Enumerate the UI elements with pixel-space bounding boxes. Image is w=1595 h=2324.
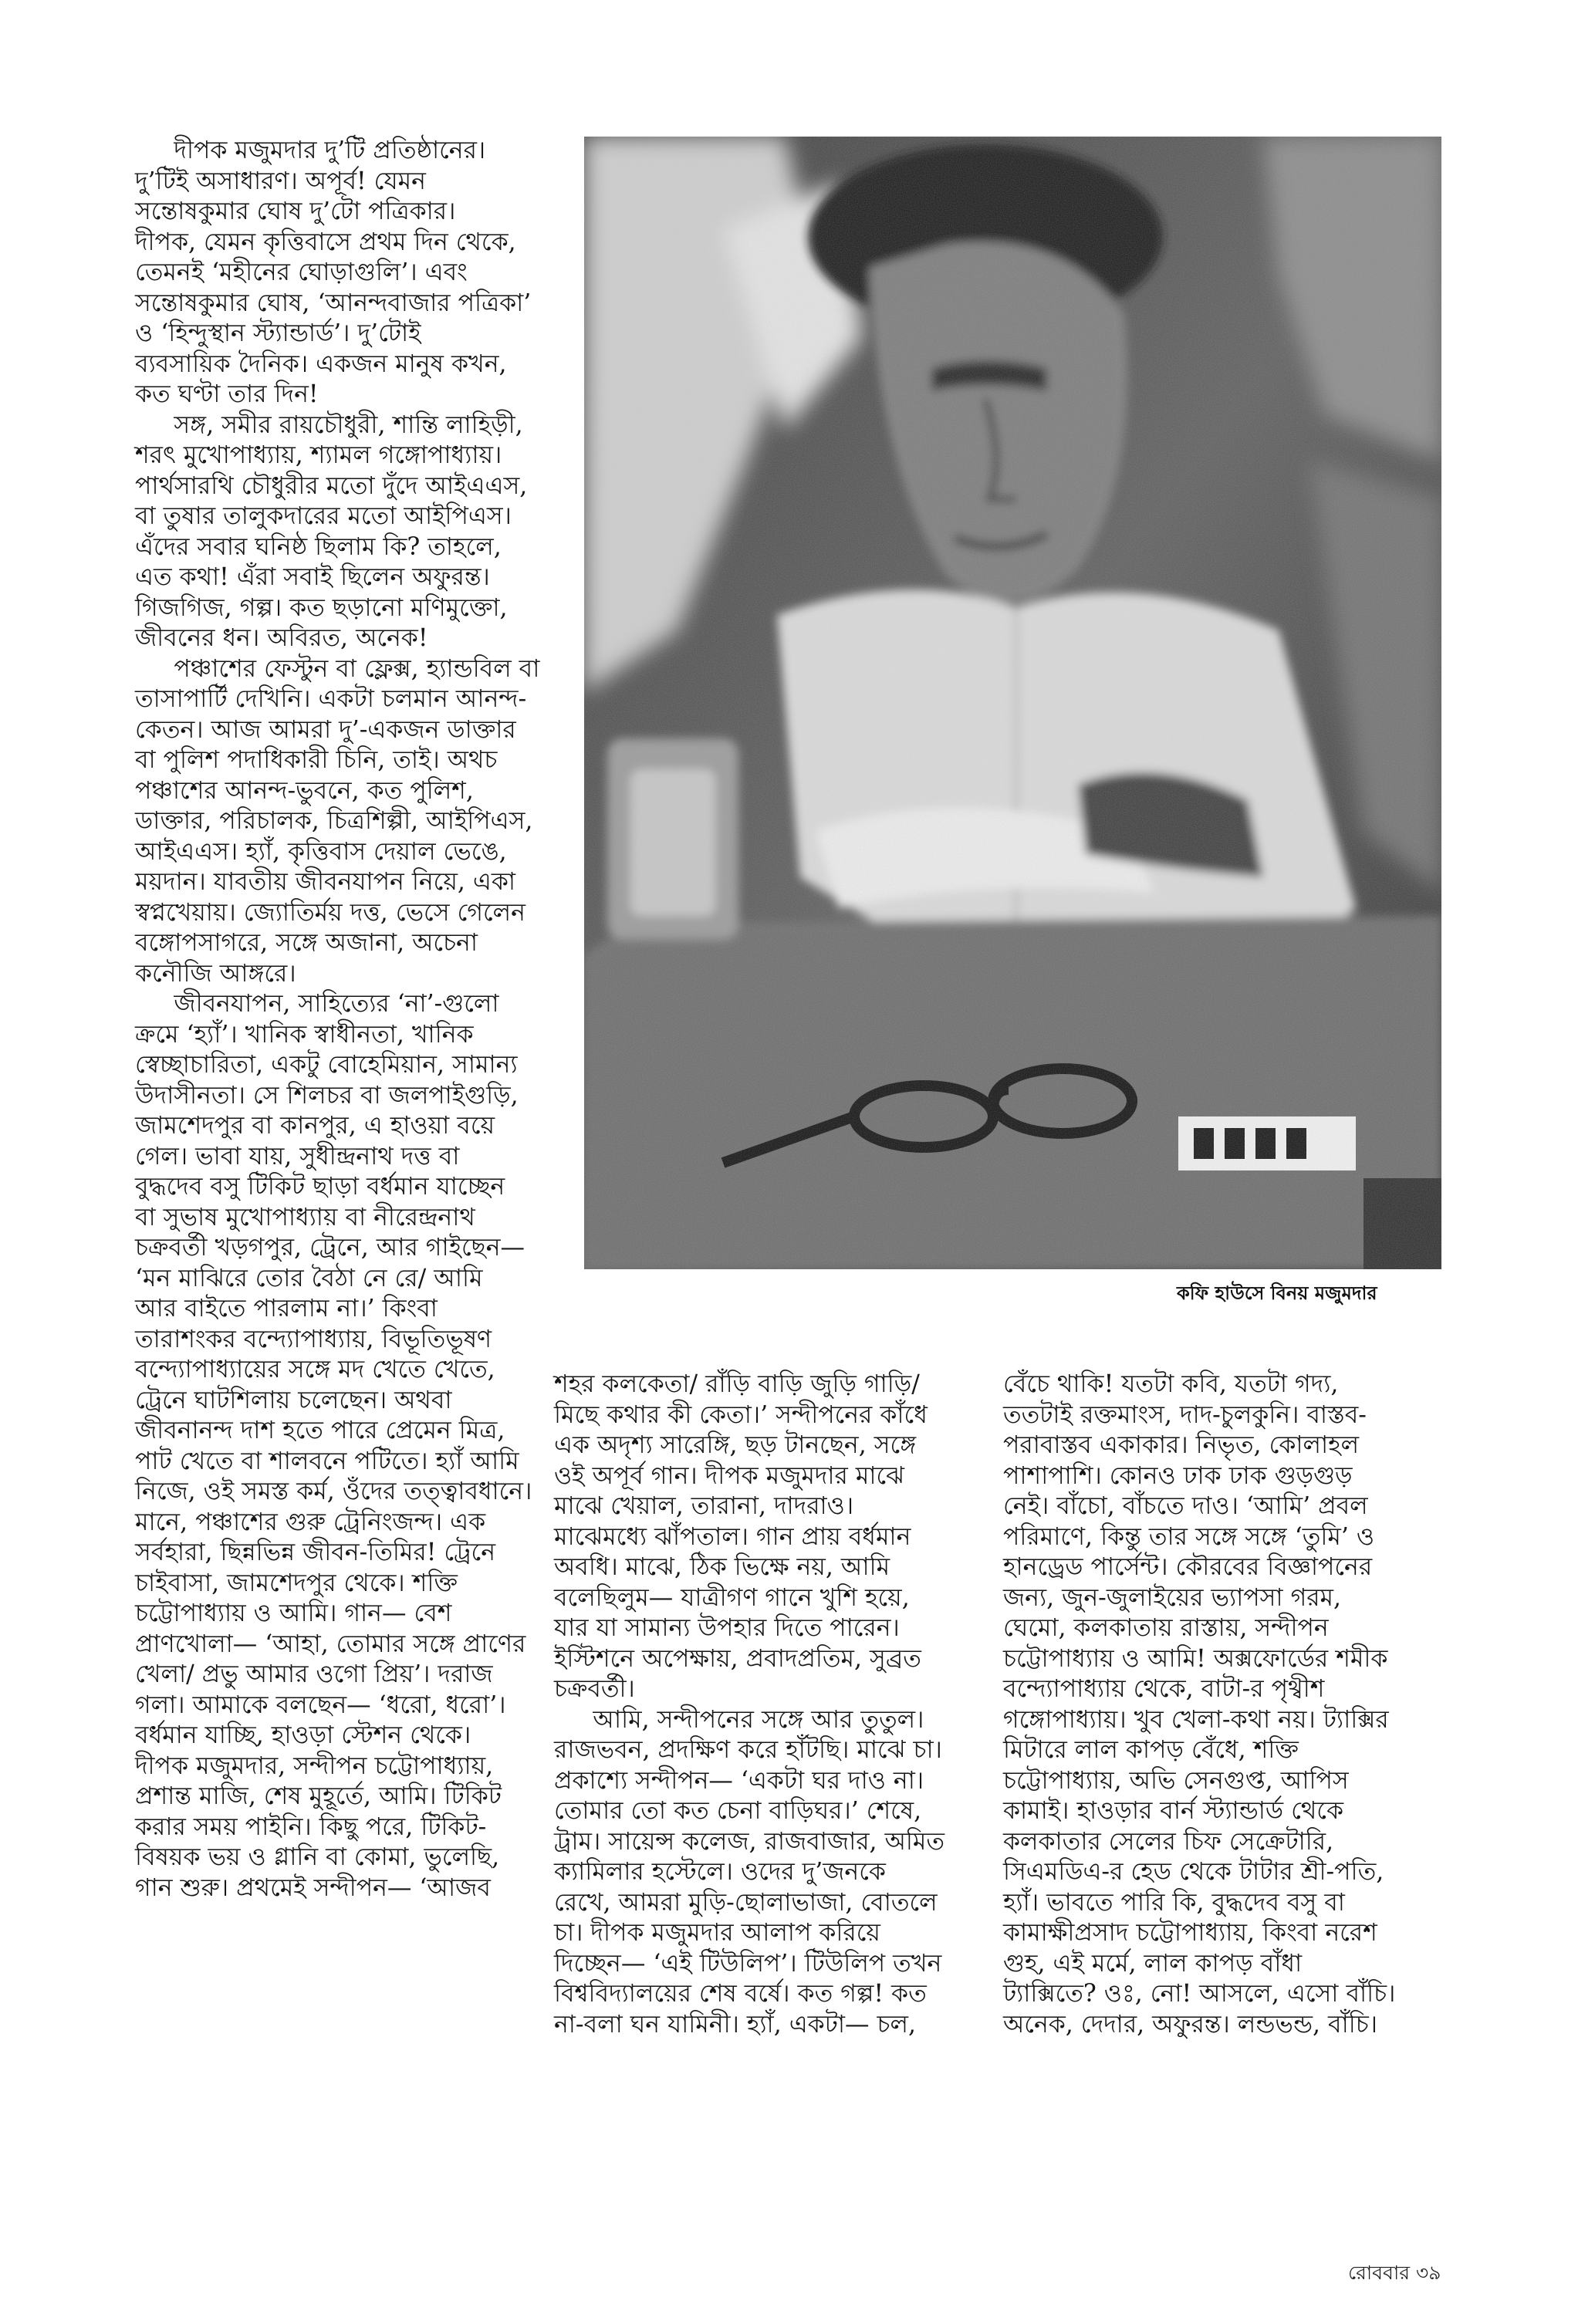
text-line: কনৌজি আঙ্গরে। [135,959,296,988]
text-line: ক্রমে ‘হ্যাঁ’। খানিক স্বাধীনতা, খানিক [135,1020,474,1049]
paragraph [554,1705,1009,2041]
text-line: বলেছিলুম— যাত্রীগণ গানে খুশি হয়ে, [554,1583,910,1612]
text-line: শরৎ মুখোপাধ্যায়, শ্যামল গঙ্গোপাধ্যায়। [135,441,502,469]
text-line: ও ‘হিন্দুস্থান স্ট্যান্ডার্ড’। দু’টোই [135,319,421,347]
text-line: বা সুভাষ মুখোপাধ্যায় বা নীরেন্দ্রনাথ [135,1203,475,1231]
text-line: দিচ্ছেন— ‘এই টিউলিপ’। টিউলিপ তখন [554,1949,942,1978]
text-line: হ্যাঁ। ভাবতে পারি কি, বুদ্ধদেব বসু বা [1003,1888,1345,1917]
text-line: জীবনের ধন। অবিরত, অনেক! [135,624,428,652]
text-line: পরিমাণে, কিন্তু তার সঙ্গে সঙ্গে ‘তুমি’ ও [1003,1522,1375,1551]
paragraph [1003,1370,1466,2040]
text-line: তাসাপার্টি দেখিনি। একটা চলমান আনন্দ- [135,685,527,713]
text-line: বেঁচে থাকি! যতটা কবি, যতটা গদ্য, [1003,1370,1339,1398]
text-line: কামাক্ষীপ্রসাদ চট্টোপাধ্যায়, কিংবা নরেশ [1003,1919,1377,1947]
text-line: এক অদৃশ্য সারেঙ্গি, ছড় টানছেন, সঙ্গে [554,1431,917,1459]
text-line: এঁদের সবার ঘনিষ্ঠ ছিলাম কি? তাহলে, [135,532,502,561]
paragraph [135,989,590,1903]
text-line: বিষয়ক ভয় ও গ্লানি বা কোমা, ভুলেছি, [135,1843,500,1871]
text-column-3 [1003,1370,1466,2040]
paragraph [135,410,590,654]
text-line: সিএমডিএ-র হেড থেকে টাটার শ্রী-পতি, [1003,1858,1384,1886]
text-line: গলা। আমাকে বলছেন— ‘ধরো, ধরো’। [135,1691,506,1719]
text-line: ঘেমো, কলকাতায় রাস্তায়, সন্দীপন [1003,1614,1329,1642]
text-line: ইস্টিশনে অপেক্ষায়, প্রবাদপ্রতিম, সুব্রত [554,1644,921,1673]
text-line: বঙ্গোপসাগরে, সঙ্গে অজানা, অচেনা [135,929,478,957]
text-line: প্রকাশ্যে সন্দীপন— ‘একটা ঘর দাও না। [554,1766,924,1795]
text-line: বন্দ্যোপাধ্যায়ের সঙ্গে মদ খেতে খেতে, [135,1356,495,1383]
text-line: গঙ্গোপাধ্যায়। খুব খেলা-কথা নয়। ট্যাক্সির [1003,1705,1389,1734]
text-line: চাইবাসা, জামশেদপুর থেকে। শক্তি [135,1569,458,1597]
text-line: স্বপ্নখেয়ায়। জ্যোতির্ময় দত্ত, ভেসে গেলেন [135,898,525,927]
text-line: করার সময় পাইনি। কিছু পরে, টিকিট- [135,1812,487,1841]
text-line: না-বলা ঘন যামিনী। হ্যাঁ, একটা— চল, [554,2010,917,2039]
text-line: পঞ্চাশের আনন্দ-ভুবনে, কত পুলিশ, [135,776,474,805]
text-line: কলকাতার সেলের চিফ সেক্রেটারি, [1003,1827,1334,1856]
text-line: এত কথা! এঁরা সবাই ছিলেন অফুরন্ত। [135,563,490,591]
paragraph [135,136,590,410]
magazine-name: রোববার [1348,2262,1410,2284]
text-line: জামশেদপুর বা কানপুর, এ হাওয়া বয়ে [135,1112,495,1140]
text-line: উদাসীনতা। সে শিলচর বা জলপাইগুড়ি, [135,1081,519,1110]
text-line: ট্রাম। সায়েন্স কলেজ, রাজবাজার, অমিত [554,1827,944,1856]
text-line: চট্টোপাধ্যায় ও আমি! অক্সফোর্ডের শমীক [1003,1644,1388,1673]
text-line: মিছে কথার কী কেতা।’ সন্দীপনের কাঁধে [554,1400,928,1429]
text-line: আইএএস। হ্যাঁ, কৃত্তিবাস দেয়াল ভেঙে, [135,837,507,866]
paragraph [554,1370,1009,1705]
text-line: দু’টিই অসাধারণ। অপূর্ব! যেমন [135,167,426,195]
text-line: খেলা/ প্রভু আমার ওগো প্রিয়’। দরাজ [135,1660,493,1688]
text-line: দীপক, যেমন কৃত্তিবাসে প্রথম দিন থেকে, [135,228,516,256]
text-line: শহর কলকেতা/ রাঁড়ি বাড়ি জুড়ি গাড়ি/ [554,1370,920,1398]
text-line: ব্যবসায়িক দৈনিক। একজন মানুষ কখন, [135,350,507,378]
text-line: মানে, পঞ্চাশের গুরু ট্রেনিংজন্দ। এক [135,1508,486,1536]
text-line: গুহ, এই মর্মে, লাল কাপড় বাঁধা [1003,1949,1303,1978]
text-line: গিজগিজ, গল্প। কত ছড়ানো মণিমুক্তো, [135,593,508,622]
text-line: রাজভবন, প্রদক্ষিণ করে হাঁটছি। মাঝে চা। [554,1736,942,1764]
text-line: চট্টোপাধ্যায় ও আমি। গান— বেশ [135,1599,452,1627]
text-line: কামাই। হাওড়ার বার্ন স্ট্যান্ডার্ড থেকে [1003,1797,1343,1825]
text-line: চক্রবর্তী। [554,1675,635,1703]
text-line: সর্বহারা, ছিন্নভিন্ন জীবন-তিমির! ট্রেনে [135,1539,495,1566]
text-line: বুদ্ধদেব বসু টিকিট ছাড়া বর্ধমান যাচ্ছেন [135,1173,505,1201]
text-line: প্রশান্ত মাজি, শেষ মুহূর্তে, আমি। টিকিট [135,1782,502,1810]
text-line: তোমার তো কত চেনা বাড়িঘর।’ শেষে, [554,1797,922,1825]
text-line: নিজে, ওই সমস্ত কর্ম, ওঁদের তত্ত্বাবধানে। [135,1478,532,1505]
text-line: গেল। ভাবা যায়, সুধীন্দ্রনাথ দত্ত বা [135,1142,460,1170]
text-column-1 [135,136,590,1903]
text-line: যার যা সামান্য উপহার দিতে পারেন। [554,1614,900,1642]
text-line: স্বেচ্ছাচারিতা, একটু বোহেমিয়ান, সামান্য [135,1051,518,1079]
text-line: ডাক্তার, পরিচালক, চিত্রশিল্পী, আইপিএস, [135,807,533,835]
text-line: বা তুষার তালুকদারের মতো আইপিএস। [135,502,512,530]
text-line: বর্ধমান যাচ্ছি, হাওড়া স্টেশন থেকে। [135,1721,471,1749]
text-line: দীপক মজুমদার দু’টি প্রতিষ্ঠানের। [174,137,486,164]
text-line: আমি, সন্দীপনের সঙ্গে আর তুতুল। [593,1705,924,1734]
text-line: বন্দ্যোপাধ্যায় থেকে, বাটা-র পৃথ্বীশ [1003,1675,1325,1703]
text-line: অনেক, দেদার, অফুরন্ত। লন্ডভন্ড, বাঁচি। [1003,2010,1377,2039]
text-line: সঙ্গ, সমীর রায়চৌধুরী, শান্তি লাহিড়ী, [174,410,523,439]
photo-caption: কফি হাউসে বিনয় মজুমদার [1177,1282,1377,1304]
text-line: ওই অপূর্ব গান। দীপক মজুমদার মাঝে [554,1461,904,1490]
photo-image [584,137,1441,1269]
text-line: জীবনযাপন, সাহিত্যের ‘না’-গুলো [174,990,499,1018]
photo [584,137,1441,1269]
text-line: মিটারে লাল কাপড় বেঁধে, শক্তি [1003,1736,1299,1764]
text-line: প্রাণখোলা— ‘আহা, তোমার সঙ্গে প্রাণের [135,1630,526,1658]
text-line: পাশাপাশি। কোনও ঢাক ঢাক গুড়গুড় [1003,1461,1353,1490]
text-line: পঞ্চাশের ফেস্টুন বা ফ্লেক্স, হ্যান্ডবিল বা [174,654,540,683]
text-line: ট্রেনে ঘাটশিলায় চলেছেন। অথবা [135,1386,452,1414]
page-footer [1348,2258,1441,2291]
text-line: বিশ্ববিদ্যালয়ের শেষ বর্ষে। কত গল্প! কত [554,1980,927,2008]
text-line: জীবনানন্দ দাশ হতে পারে প্রেমেন মিত্র, [135,1417,505,1444]
text-line: পাট খেতে বা শালবনে পটিতে। হ্যাঁ আমি [135,1447,519,1475]
text-line: জন্য, জুন-জুলাইয়ের ভ্যাপসা গরম, [1003,1583,1342,1612]
text-line: পরাবাস্তব একাকার। নিভৃত, কোলাহল [1003,1431,1360,1459]
text-line: গান শুরু। প্রথমেই সন্দীপন— ‘আজব [135,1873,491,1902]
text-line: মাঝেমধ্যে ঝাঁপতাল। গান প্রায় বর্ধমান [554,1522,911,1551]
text-line: পার্থসারথি চৌধুরীর মতো দুঁদে আইএএস, [135,471,528,500]
text-line: ময়দান। যাবতীয় জীবনযাপন নিয়ে, একা [135,868,516,896]
text-line: আর বাইতে পারলাম না।’ কিংবা [135,1295,438,1322]
text-line: ক্যামিলার হস্টেলে। ওদের দু’জনকে [554,1858,886,1886]
text-line: রেখে, আমরা মুড়ি-ছোলাভাজা, বোতলে [554,1888,938,1917]
text-line: কত ঘণ্টা তার দিন! [135,380,319,408]
text-line: ‘মন মাঝিরে তোর বৈঠা নে রে/ আমি [135,1264,483,1292]
paragraph [135,654,590,990]
text-line: তারাশংকর বন্দ্যোপাধ্যায়, বিভূতিভূষণ [135,1325,492,1353]
text-line: চা। দীপক মজুমদার আলাপ করিয়ে [554,1919,880,1947]
text-line: ততটাই রক্তমাংস, দাদ-চুলকুনি। বাস্তব- [1003,1400,1367,1429]
text-line: ট্যাক্সিতে? ওঃ, নো! আসলে, এসো বাঁচি। [1003,1980,1396,2008]
text-line: বা পুলিশ পদাধিকারী চিনি, তাই। অথচ [135,746,498,774]
text-line: সন্তোষকুমার ঘোষ, ‘আনন্দবাজার পত্রিকা’ [135,289,532,317]
text-line: অবধি। মাঝে, ঠিক ভিক্ষে নয়, আমি [554,1553,890,1581]
text-line: দীপক মজুমদার, সন্দীপন চট্টোপাধ্যায়, [135,1751,494,1780]
text-line: সন্তোষকুমার ঘোষ দু’টো পত্রিকার। [135,198,456,225]
text-line: হানড্রেড পার্সেন্ট। কৌরবের বিজ্ঞাপনের [1003,1553,1373,1581]
text-line: নেই। বাঁচো, বাঁচতে দাও। ‘আমি’ প্রবল [1003,1492,1368,1520]
text-column-2 [554,1370,1009,2040]
text-line: মাঝে খেয়াল, তারানা, দাদরাও। [554,1492,854,1520]
text-line: কেতন। আজ আমরা দু’-একজন ডাক্তার [135,715,516,744]
text-line: চট্টোপাধ্যায়, অভি সেনগুপ্ত, আপিস [1003,1766,1349,1795]
text-line: তেমনই ‘মহীনের ঘোড়াগুলি’। এবং [135,258,468,286]
text-line: চক্রবর্তী খড়গপুর, ট্রেনে, আর গাইছেন— [135,1234,525,1262]
page-number: ৩৯ [1415,2262,1441,2284]
